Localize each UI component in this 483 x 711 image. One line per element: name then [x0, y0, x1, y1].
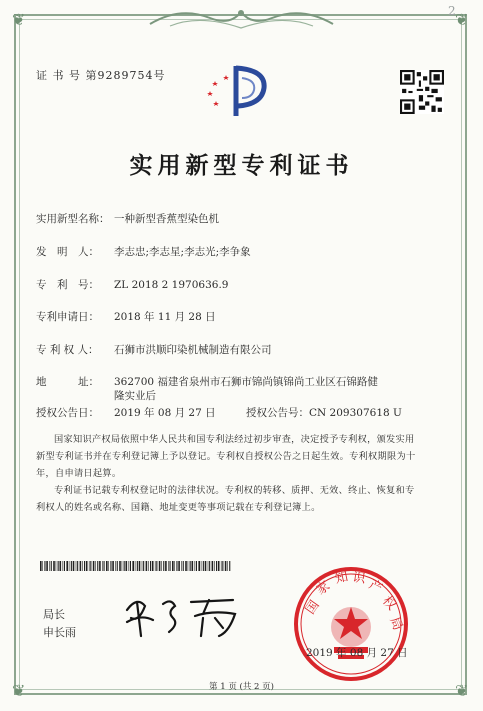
corner-ornament-icon: ❦ — [12, 10, 26, 29]
field-label: 授权公告号： — [246, 407, 309, 419]
barcode-icon — [40, 561, 232, 571]
paragraph-line: 新型专利证书并在专利登记簿上予以登记。专利权自授权公告之日起生效。专利权期限为十 — [36, 451, 416, 462]
paragraph-line: 国家知识产权局依照中华人民共和国专利法经过初步审查，决定授予专利权，颁发实用 — [54, 434, 415, 445]
svg-text:识: 识 — [351, 570, 367, 587]
svg-text:国: 国 — [302, 598, 323, 618]
top-ornament-icon — [140, 4, 343, 34]
field-value: CN 209307618 U — [309, 407, 402, 419]
paragraph-grant-statement — [36, 431, 450, 482]
field-label: 专 利 号： — [36, 279, 99, 291]
field-label: 地 址： — [36, 376, 99, 388]
field-value: 石狮市洪顺印染机械制造有限公司 — [114, 344, 272, 356]
field-grant-number — [246, 406, 402, 420]
svg-text:权: 权 — [379, 593, 399, 614]
field-value: 362700 福建省泉州市石狮市锦尚镇锦尚工业区石锦路健 — [114, 376, 378, 388]
paragraph-line: 利权人的姓名或名称、国籍、地址变更等事项记载在专利登记簿上。 — [36, 502, 321, 513]
field-label: 实用新型名称： — [36, 213, 110, 225]
field-value: 隆实业后 — [114, 390, 156, 402]
paragraph-line: 年，自申请日起算。 — [36, 468, 122, 479]
signature-role: 局长 — [43, 608, 65, 621]
field-label: 发 明 人： — [36, 246, 99, 258]
corner-ornament-icon: ❦ — [12, 681, 26, 700]
field-value: 一种新型香蕉型染色机 — [114, 213, 219, 225]
official-seal-icon — [292, 565, 410, 683]
field-value: 李志忠;李志星;李志光;李争象 — [114, 246, 251, 258]
page-footer: 第 1 页 (共 2 页) — [209, 682, 274, 692]
field-value: ZL 2018 2 1970636.9 — [114, 279, 229, 291]
paragraph-line: 专利证书记载专利权登记时的法律状况。专利权的转移、质押、无效、终止、恢复和专 — [54, 485, 415, 496]
qr-code-icon — [400, 70, 444, 114]
field-label: 专利申请日： — [36, 311, 99, 323]
cnipa-logo-icon — [198, 62, 272, 118]
field-label: 专 利 权 人： — [36, 344, 99, 356]
page-mark: 2 — [448, 4, 456, 18]
svg-text:知: 知 — [333, 569, 350, 587]
field-value: 2018 年 11 月 28 日 — [114, 311, 216, 323]
certificate-title: 实用新型专利证书 — [129, 152, 354, 179]
svg-text:产: 产 — [366, 577, 385, 597]
handwritten-signature-icon — [123, 592, 243, 642]
signature-name: 申长雨 — [43, 626, 76, 639]
corner-ornament-icon: ❦ — [455, 10, 469, 29]
svg-text:家: 家 — [313, 578, 333, 599]
field-label: 授权公告日： — [36, 407, 99, 419]
svg-text:局: 局 — [386, 614, 406, 633]
field-value: 2019 年 08 月 27 日 — [114, 407, 216, 419]
seal-date: 2019 年 08 月 27 日 — [306, 647, 408, 659]
paragraph-legal-status — [36, 482, 450, 516]
corner-ornament-icon: ❦ — [455, 681, 469, 700]
certificate-number: 证 书 号 第9289754号 — [36, 69, 166, 82]
